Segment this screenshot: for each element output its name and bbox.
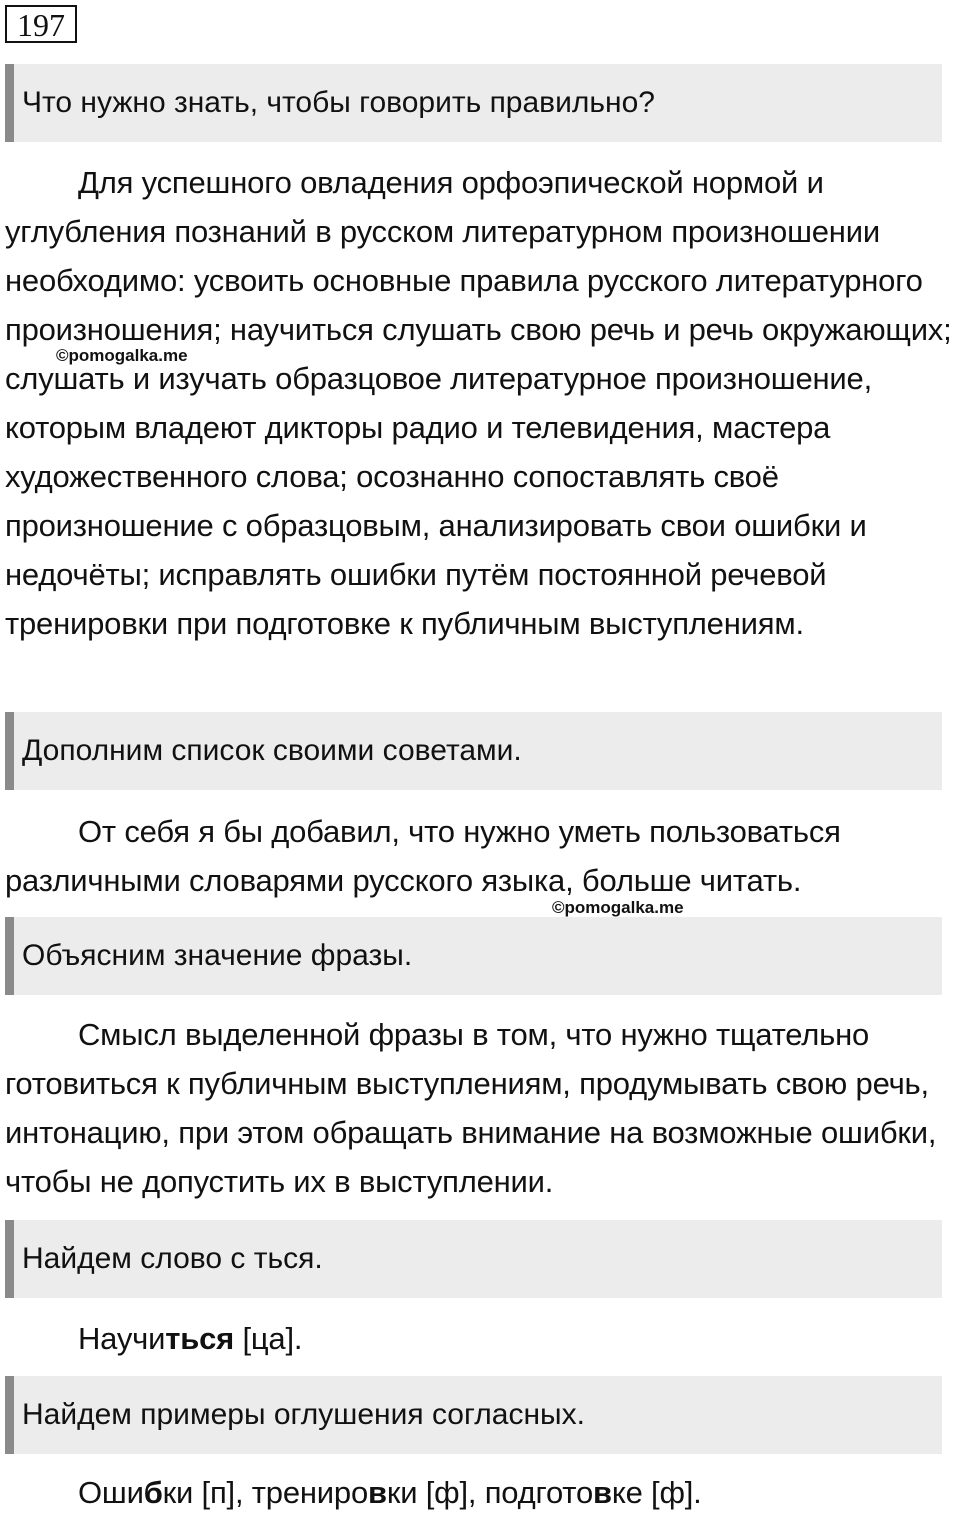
section-header-2-text: Дополним список своими советами. [22, 734, 522, 767]
paragraph-4 [5, 1314, 955, 1363]
transcription: [ца]. [234, 1321, 303, 1356]
section-header-5 [5, 1376, 942, 1454]
letter-bold: в [367, 1475, 387, 1510]
letter-bold: в [593, 1475, 612, 1510]
word-part-bold: ться [165, 1321, 235, 1356]
task-number: 197 [5, 5, 77, 43]
section-header-3 [5, 917, 942, 995]
section-header-4 [5, 1220, 942, 1298]
text-part: ке [ф]. [611, 1475, 702, 1510]
watermark: ©pomogalka.me [56, 346, 188, 365]
paragraph-1: Для успешного овладения орфоэпической нормой и углубления познаний в русском литературном произношении необходимо: усвоить основные правила русского литературного произношения; научиться слушать свою речь и речь окружающих; слушать и изучать образцовое литературное произношение, которым владеют дикторы радио и телевидения, мастера художественного слова; осознанно сопоставлять своё произношение с образцовым, анализировать свои ошибки и недочёты; исправлять ошибки путём постоянной речевой тренировки при подготовке к публичным выступлениям. [5, 165, 952, 641]
paragraph-2: От себя я бы добавил, что нужно уметь пользоваться различными словарями русского языка, больше читать. [5, 814, 841, 898]
text-part: ки [ф], подгото [386, 1475, 594, 1510]
section-header-1-text: Что нужно знать, чтобы говорить правильно? [22, 86, 655, 119]
section-header-5-text: Найдем примеры оглушения согласных. [22, 1398, 585, 1431]
section-header-4-text: Найдем слово с ться. [22, 1242, 323, 1275]
section-header-3-text: Объясним значение фразы. [22, 939, 413, 972]
section-header-1 [5, 64, 942, 142]
text-part: Оши [78, 1475, 144, 1510]
paragraph-3: Смысл выделенной фразы в том, что нужно тщательно готовиться к публичным выступлениям, продумывать свою речь, интонацию, при этом обращать внимание на возможные ошибки, чтобы не допустить их в выступлении. [5, 1017, 937, 1199]
text-part: ки [п], трениро [162, 1475, 368, 1510]
paragraph-5 [5, 1468, 955, 1517]
word-part: Научи [78, 1321, 166, 1356]
section-header-2 [5, 712, 942, 790]
watermark: ©pomogalka.me [552, 898, 684, 917]
letter-bold: б [143, 1475, 163, 1510]
